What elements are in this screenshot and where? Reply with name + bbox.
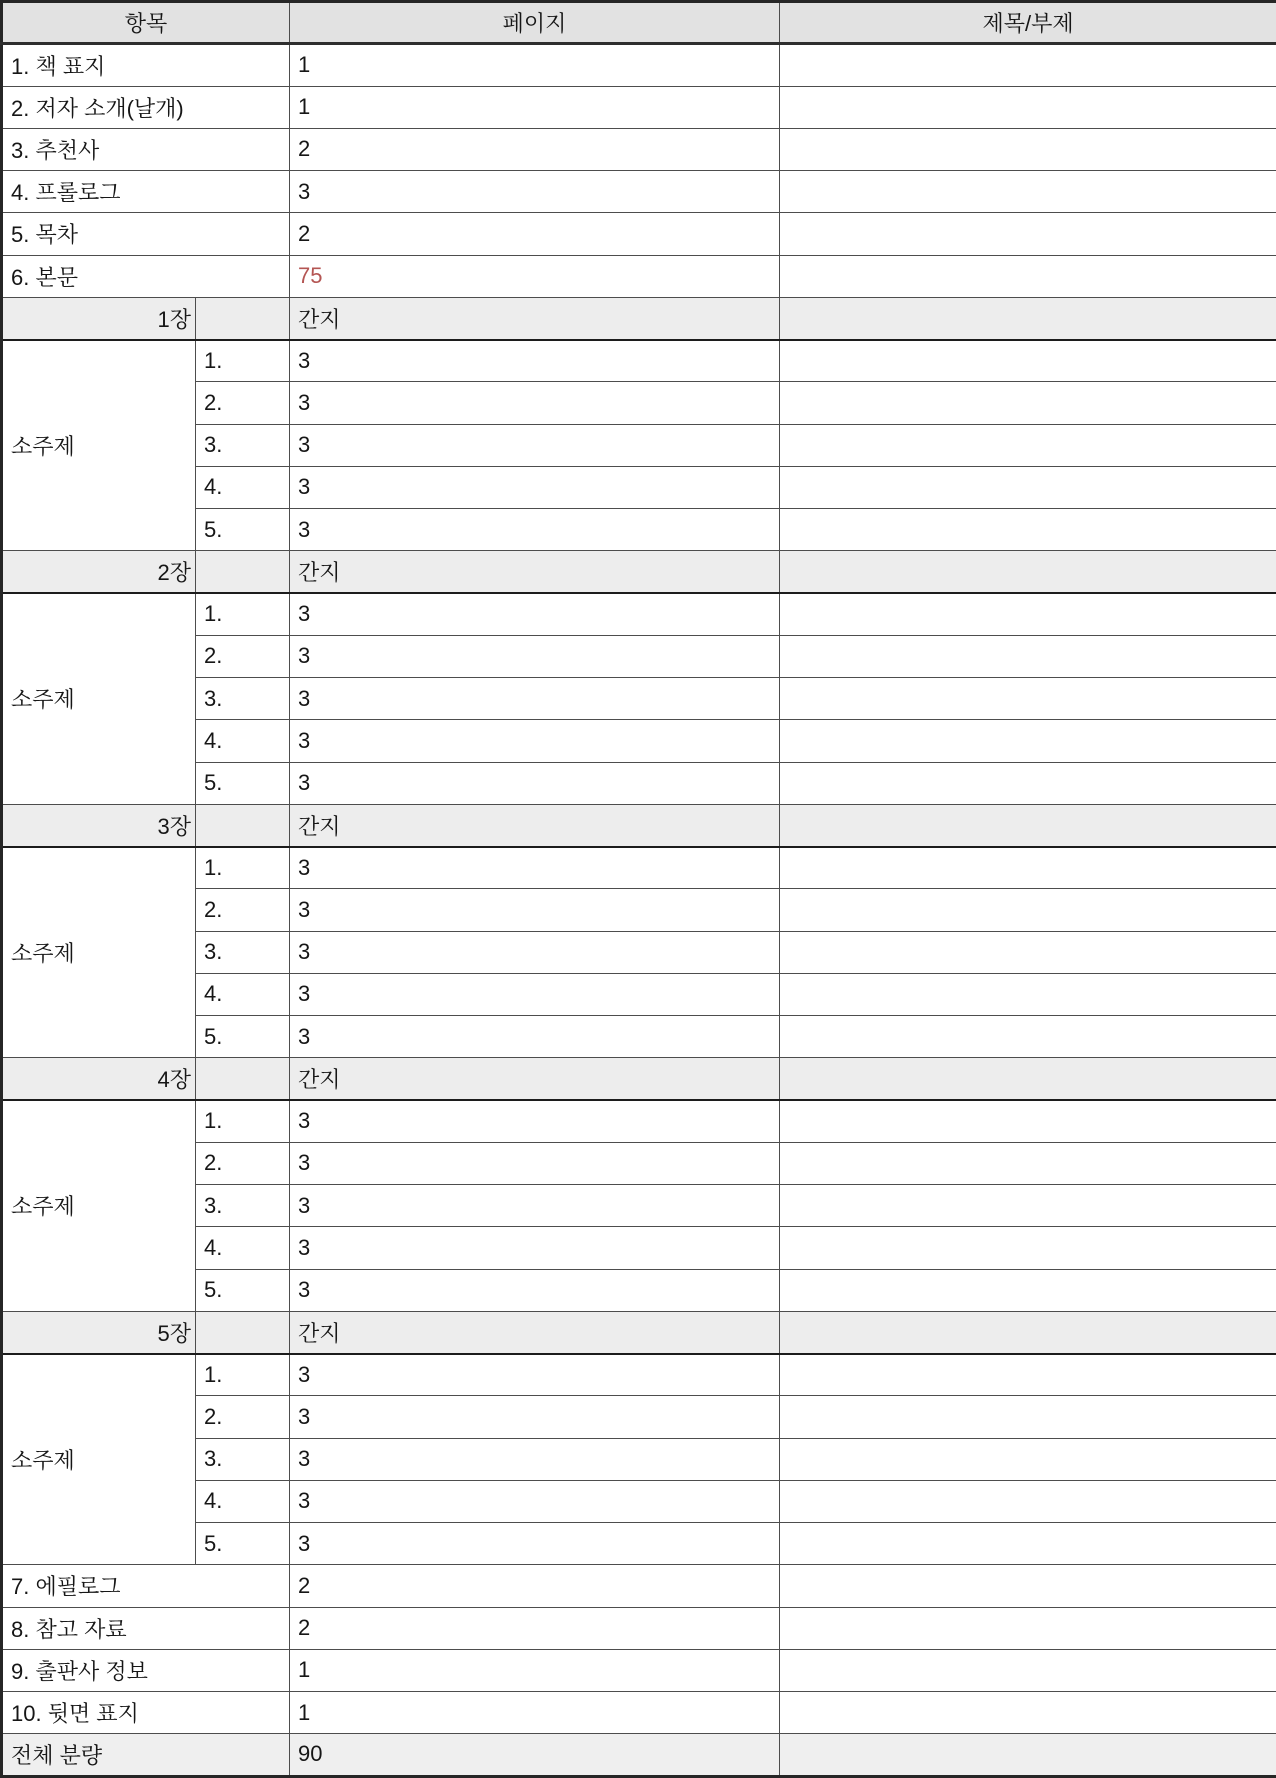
title-cell-empty xyxy=(780,889,1276,931)
title-cell-empty xyxy=(780,1734,1276,1776)
title-cell-empty xyxy=(780,1396,1276,1438)
chapter-label: 1장 xyxy=(2,297,196,339)
subitem-page: 3 xyxy=(290,847,780,889)
subitem-page: 3 xyxy=(290,762,780,804)
subtopic-row xyxy=(2,1100,1276,1142)
subtopic-row xyxy=(2,593,1276,635)
subitem-number: 3. xyxy=(196,1185,290,1227)
subitem-number: 5. xyxy=(196,509,290,551)
title-cell-empty xyxy=(780,340,1276,382)
chapter-spacer-cell xyxy=(196,1058,290,1100)
title-cell-empty xyxy=(780,678,1276,720)
table-header-row xyxy=(2,2,1276,44)
subtopic-row xyxy=(2,340,1276,382)
chapter-label: 3장 xyxy=(2,804,196,846)
subtopic-label: 소주제 xyxy=(2,593,196,804)
title-cell-empty xyxy=(780,1607,1276,1649)
row-label: 4. 프롤로그 xyxy=(2,171,290,213)
page-count: 1 xyxy=(290,1649,780,1691)
title-cell-empty xyxy=(780,1692,1276,1734)
page-count: 2 xyxy=(290,213,780,255)
title-cell-empty xyxy=(780,720,1276,762)
subitem-page: 3 xyxy=(290,466,780,508)
title-cell-empty xyxy=(780,1565,1276,1607)
title-cell-empty xyxy=(780,847,1276,889)
row-label: 9. 출판사 정보 xyxy=(2,1649,290,1691)
subtopic-label: 소주제 xyxy=(2,1100,196,1311)
title-cell-empty xyxy=(780,1142,1276,1184)
title-cell-empty xyxy=(780,1227,1276,1269)
row-label: 7. 에필로그 xyxy=(2,1565,290,1607)
title-cell-empty xyxy=(780,973,1276,1015)
chapter-row xyxy=(2,1058,1276,1100)
chapter-divider-label: 간지 xyxy=(290,804,780,846)
subitem-page: 3 xyxy=(290,424,780,466)
row-label: 1. 책 표지 xyxy=(2,44,290,86)
row-label: 2. 저자 소개(날개) xyxy=(2,86,290,128)
subitem-page: 3 xyxy=(290,1100,780,1142)
title-cell-empty xyxy=(780,635,1276,677)
subitem-page: 3 xyxy=(290,1354,780,1396)
title-cell-empty xyxy=(780,1058,1276,1100)
title-cell-empty xyxy=(780,466,1276,508)
table-row xyxy=(2,1607,1276,1649)
subitem-number: 4. xyxy=(196,973,290,1015)
chapter-row xyxy=(2,551,1276,593)
table-row xyxy=(2,1649,1276,1691)
chapter-row xyxy=(2,1311,1276,1353)
page-count: 2 xyxy=(290,1565,780,1607)
header-cell-page: 페이지 xyxy=(290,2,780,44)
title-cell-empty xyxy=(780,931,1276,973)
table-row xyxy=(2,1565,1276,1607)
page-count: 2 xyxy=(290,128,780,170)
subitem-page: 3 xyxy=(290,1396,780,1438)
chapter-label: 5장 xyxy=(2,1311,196,1353)
subtopic-label: 소주제 xyxy=(2,847,196,1058)
row-label: 10. 뒷면 표지 xyxy=(2,1692,290,1734)
chapter-label: 2장 xyxy=(2,551,196,593)
title-cell-empty xyxy=(780,255,1276,297)
subitem-page: 3 xyxy=(290,509,780,551)
subitem-number: 1. xyxy=(196,593,290,635)
subitem-page: 3 xyxy=(290,1523,780,1565)
subtopic-row xyxy=(2,1354,1276,1396)
page-count: 1 xyxy=(290,1692,780,1734)
subitem-page: 3 xyxy=(290,889,780,931)
total-row xyxy=(2,1734,1276,1776)
header-cell-title: 제목/부제 xyxy=(780,2,1276,44)
title-cell-empty xyxy=(780,1523,1276,1565)
subitem-page: 3 xyxy=(290,931,780,973)
title-cell-empty xyxy=(780,1269,1276,1311)
subitem-page: 3 xyxy=(290,1016,780,1058)
subitem-page: 3 xyxy=(290,1269,780,1311)
table-row-body xyxy=(2,255,1276,297)
title-cell-empty xyxy=(780,44,1276,86)
subitem-number: 3. xyxy=(196,678,290,720)
subitem-number: 3. xyxy=(196,424,290,466)
row-label: 5. 목차 xyxy=(2,213,290,255)
table-row xyxy=(2,171,1276,213)
title-cell-empty xyxy=(780,509,1276,551)
title-cell-empty xyxy=(780,1480,1276,1522)
row-label: 6. 본문 xyxy=(2,255,290,297)
subtopic-row xyxy=(2,847,1276,889)
subitem-number: 5. xyxy=(196,1523,290,1565)
table-row xyxy=(2,128,1276,170)
subitem-page: 3 xyxy=(290,635,780,677)
page-count: 2 xyxy=(290,1607,780,1649)
chapter-spacer-cell xyxy=(196,551,290,593)
subitem-page: 3 xyxy=(290,1185,780,1227)
chapter-row xyxy=(2,804,1276,846)
title-cell-empty xyxy=(780,1438,1276,1480)
subitem-number: 4. xyxy=(196,1480,290,1522)
subitem-number: 5. xyxy=(196,1269,290,1311)
subitem-page: 3 xyxy=(290,340,780,382)
subitem-number: 2. xyxy=(196,1396,290,1438)
page-count: 1 xyxy=(290,44,780,86)
subitem-number: 2. xyxy=(196,1142,290,1184)
title-cell-empty xyxy=(780,382,1276,424)
title-cell-empty xyxy=(780,213,1276,255)
subitem-number: 5. xyxy=(196,762,290,804)
subitem-number: 2. xyxy=(196,635,290,677)
subitem-number: 1. xyxy=(196,1354,290,1396)
subitem-number: 5. xyxy=(196,1016,290,1058)
total-label: 전체 분량 xyxy=(2,1734,290,1776)
title-cell-empty xyxy=(780,128,1276,170)
title-cell-empty xyxy=(780,1100,1276,1142)
chapter-divider-label: 간지 xyxy=(290,1058,780,1100)
table-row xyxy=(2,44,1276,86)
chapter-spacer-cell xyxy=(196,1311,290,1353)
subitem-number: 2. xyxy=(196,889,290,931)
subitem-number: 1. xyxy=(196,1100,290,1142)
title-cell-empty xyxy=(780,762,1276,804)
subitem-page: 3 xyxy=(290,678,780,720)
title-cell-empty xyxy=(780,804,1276,846)
header-cell-item: 항목 xyxy=(2,2,290,44)
subitem-number: 2. xyxy=(196,382,290,424)
chapter-spacer-cell xyxy=(196,297,290,339)
subitem-number: 4. xyxy=(196,466,290,508)
page-count: 1 xyxy=(290,86,780,128)
subitem-number: 1. xyxy=(196,340,290,382)
row-label: 8. 참고 자료 xyxy=(2,1607,290,1649)
chapter-label: 4장 xyxy=(2,1058,196,1100)
subitem-page: 3 xyxy=(290,382,780,424)
subitem-page: 3 xyxy=(290,973,780,1015)
subitem-page: 3 xyxy=(290,593,780,635)
page-count: 3 xyxy=(290,171,780,213)
page-count-body-red: 75 xyxy=(290,255,780,297)
subtopic-label: 소주제 xyxy=(2,340,196,551)
row-label: 3. 추천사 xyxy=(2,128,290,170)
subitem-number: 3. xyxy=(196,931,290,973)
title-cell-empty xyxy=(780,424,1276,466)
chapter-divider-label: 간지 xyxy=(290,297,780,339)
subitem-page: 3 xyxy=(290,1480,780,1522)
subitem-page: 3 xyxy=(290,720,780,762)
table-row xyxy=(2,1692,1276,1734)
title-cell-empty xyxy=(780,86,1276,128)
subitem-number: 4. xyxy=(196,1227,290,1269)
title-cell-empty xyxy=(780,1649,1276,1691)
table-row xyxy=(2,213,1276,255)
chapter-divider-label: 간지 xyxy=(290,551,780,593)
total-page-count: 90 xyxy=(290,1734,780,1776)
subitem-page: 3 xyxy=(290,1438,780,1480)
subitem-page: 3 xyxy=(290,1142,780,1184)
subitem-page: 3 xyxy=(290,1227,780,1269)
table-row xyxy=(2,86,1276,128)
subitem-number: 3. xyxy=(196,1438,290,1480)
subtopic-label: 소주제 xyxy=(2,1354,196,1565)
title-cell-empty xyxy=(780,1185,1276,1227)
subitem-number: 4. xyxy=(196,720,290,762)
title-cell-empty xyxy=(780,1311,1276,1353)
chapter-row xyxy=(2,297,1276,339)
title-cell-empty xyxy=(780,1016,1276,1058)
title-cell-empty xyxy=(780,171,1276,213)
subitem-number: 1. xyxy=(196,847,290,889)
title-cell-empty xyxy=(780,593,1276,635)
title-cell-empty xyxy=(780,297,1276,339)
chapter-spacer-cell xyxy=(196,804,290,846)
title-cell-empty xyxy=(780,1354,1276,1396)
chapter-divider-label: 간지 xyxy=(290,1311,780,1353)
title-cell-empty xyxy=(780,551,1276,593)
